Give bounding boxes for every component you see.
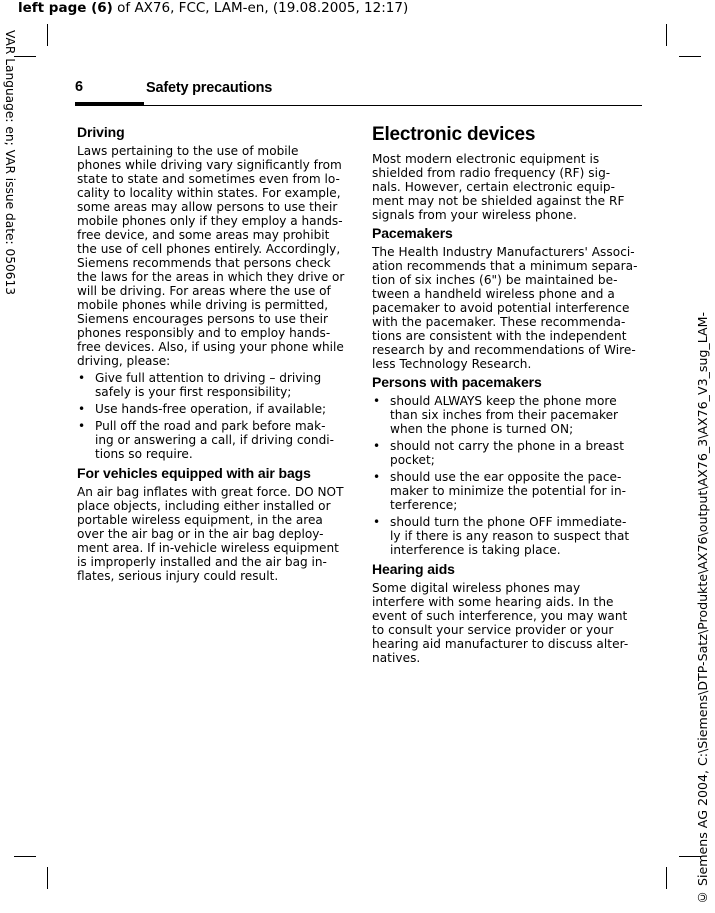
text-line: over the air bag or in the air bag deploy- xyxy=(77,527,324,541)
text-line: ment may not be shielded against the RF xyxy=(372,194,625,208)
crop-mark-tl-v xyxy=(47,24,48,46)
text-line: interference is taking place. xyxy=(390,543,561,557)
text-line: Laws pertaining to the use of mobile xyxy=(77,144,299,158)
crop-mark-bl-h xyxy=(14,856,36,857)
text-line: ation recommends that a minimum separa- xyxy=(372,259,638,273)
text-line: An air bag inflates with great force. DO NOT xyxy=(77,485,344,499)
page-number: 6 xyxy=(75,79,84,95)
crop-mark-br-v xyxy=(666,867,667,889)
text-line: when the phone is turned ON; xyxy=(390,422,574,436)
text-line: phones responsibly and to employ hands- xyxy=(77,326,331,340)
text-line: • Give full attention to driving – driving xyxy=(95,371,322,385)
electronic-devices-heading: Electronic devices xyxy=(372,124,536,145)
text-line: • should turn the phone OFF immediate- xyxy=(390,515,627,529)
driving-heading: Driving xyxy=(77,124,125,140)
text-line: the use of cell phones entirely. Accordingly, xyxy=(77,242,341,256)
text-line: maker to minimize the potential for in- xyxy=(390,484,627,498)
persons-bullet-list xyxy=(372,394,640,557)
text-line: shielded from radio frequency (RF) sig- xyxy=(372,166,611,180)
text-line: driving, please: xyxy=(77,354,171,368)
text-line: mobile phones while driving is permitted, xyxy=(77,298,329,312)
text-line: • should use the ear opposite the pace- xyxy=(390,470,622,484)
print-header-note xyxy=(18,0,408,16)
text-line: cality to locality within states. For example, xyxy=(77,186,341,200)
text-line: event of such interference, you may want xyxy=(372,609,628,623)
text-line: safely is your first responsibility; xyxy=(95,385,292,399)
text-line: mobile phones only if they employ a hands- xyxy=(77,214,343,228)
driving-bullet-list xyxy=(77,371,347,461)
text-line: than six inches from their pacemaker xyxy=(390,408,619,422)
text-line: ing or answering a call, if driving condi- xyxy=(95,433,334,447)
text-line: some areas may allow persons to use their xyxy=(77,200,338,214)
airbags-heading: For vehicles equipped with air bags xyxy=(77,465,311,481)
text-line: interfere with some hearing aids. In the xyxy=(372,595,614,609)
text-line: less Technology Research. xyxy=(372,357,532,371)
text-line: phones while driving vary significantly from xyxy=(77,158,342,172)
text-line: is improperly installed and the air bag in- xyxy=(77,555,327,569)
list-item xyxy=(372,470,640,512)
text-line: tions so require. xyxy=(95,447,193,461)
list-item xyxy=(77,402,347,416)
right-column xyxy=(372,124,640,668)
running-title: Safety precautions xyxy=(146,80,273,96)
text-line: pacemaker to avoid potential interference xyxy=(372,301,630,315)
text-line: tween a handheld wireless phone and a xyxy=(372,287,615,301)
text-line: natives. xyxy=(372,651,421,665)
driving-paragraph xyxy=(77,144,347,368)
electronic-devices-paragraph xyxy=(372,152,640,222)
text-line: tion of six inches (6") be maintained be- xyxy=(372,273,618,287)
pacemakers-paragraph xyxy=(372,245,640,371)
persons-with-pacemakers-heading: Persons with pacemakers xyxy=(372,374,542,390)
text-line: nals. However, certain electronic equip- xyxy=(372,180,616,194)
text-line: signals from your wireless phone. xyxy=(372,208,577,222)
text-line: pocket; xyxy=(390,453,435,467)
print-header-bold: left page (6) xyxy=(18,0,113,16)
hearing-aids-heading: Hearing aids xyxy=(372,561,455,577)
text-line: • Pull off the road and park before mak- xyxy=(95,419,326,433)
text-line: free device, and some areas may prohibit xyxy=(77,228,330,242)
list-item xyxy=(77,371,347,399)
text-line: terference; xyxy=(390,498,458,512)
crop-mark-tr-v xyxy=(666,24,667,46)
text-line: ment area. If in-vehicle wireless equipment xyxy=(77,541,339,555)
list-item xyxy=(77,419,347,461)
text-line: • Use hands-free operation, if available; xyxy=(95,402,327,416)
text-line: tions are consistent with the independent xyxy=(372,329,627,343)
text-line: the laws for the areas in which they drive or xyxy=(77,270,345,284)
crop-mark-tr-h xyxy=(679,56,701,57)
text-line: portable wireless equipment, in the area xyxy=(77,513,323,527)
text-line: free devices. Also, if using your phone while xyxy=(77,340,344,354)
left-column xyxy=(77,124,347,586)
text-line: flates, serious injury could result. xyxy=(77,569,279,583)
print-header-rest: of AX76, FCC, LAM-en, (19.08.2005, 12:17) xyxy=(112,0,409,16)
text-line: Siemens recommends that persons check xyxy=(77,256,331,270)
header-rule xyxy=(75,105,642,106)
text-line: to consult your service provider or your xyxy=(372,623,614,637)
text-line: ly if there is any reason to suspect that xyxy=(390,529,630,543)
text-line: Siemens encourages persons to use their xyxy=(77,312,328,326)
right-margin-note: © Siemens AG 2004, C:\Siemens\DTP-Satz\Produkte\AX76\output\AX76_3\AX76_V3_sug_LAM- xyxy=(695,311,710,905)
list-item xyxy=(372,394,640,436)
text-line: research by and recommendations of Wire- xyxy=(372,343,636,357)
text-line: The Health Industry Manufacturers' Associ- xyxy=(372,245,635,259)
crop-mark-bl-v xyxy=(47,867,48,889)
list-item xyxy=(372,439,640,467)
hearing-aids-paragraph xyxy=(372,581,640,665)
airbags-paragraph xyxy=(77,485,347,583)
text-line: hearing aid manufacturer to discuss alter- xyxy=(372,637,629,651)
pacemakers-heading: Pacemakers xyxy=(372,225,453,241)
text-line: Most modern electronic equipment is xyxy=(372,152,600,166)
list-item xyxy=(372,515,640,557)
text-line: • should not carry the phone in a breast xyxy=(390,439,625,453)
text-line: with the pacemaker. These recommenda- xyxy=(372,315,626,329)
text-line: • should ALWAYS keep the phone more xyxy=(390,394,617,408)
text-line: state to state and sometimes even from lo- xyxy=(77,172,340,186)
left-margin-note: VAR Language: en; VAR issue date: 050613 xyxy=(3,30,17,295)
text-line: place objects, including either installed or xyxy=(77,499,331,513)
text-line: will be driving. For areas where the use of xyxy=(77,284,331,298)
text-line: Some digital wireless phones may xyxy=(372,581,581,595)
